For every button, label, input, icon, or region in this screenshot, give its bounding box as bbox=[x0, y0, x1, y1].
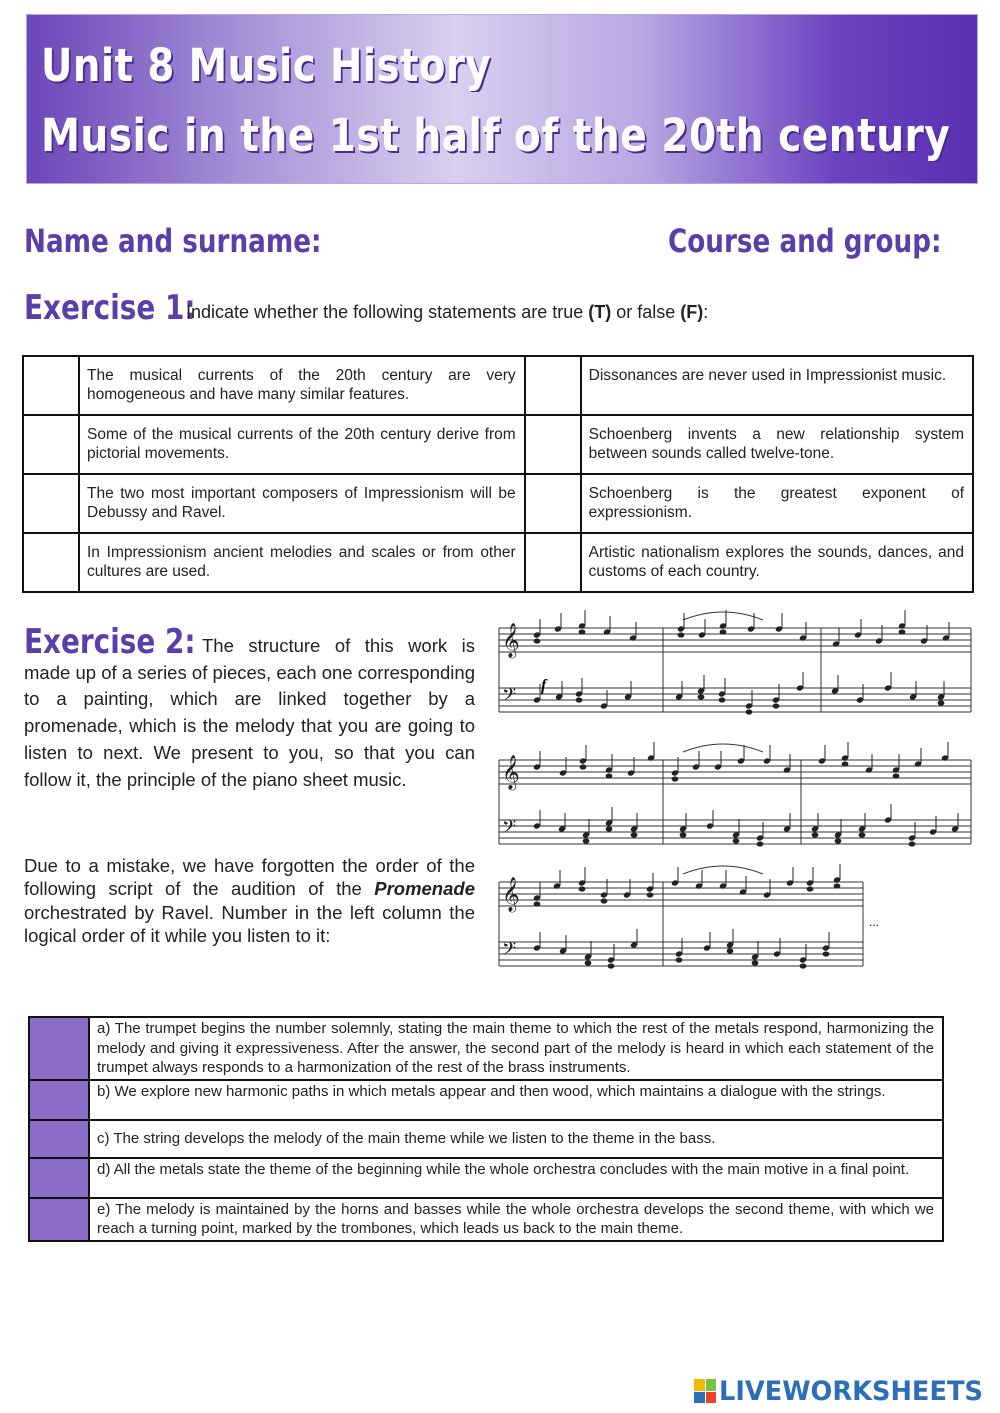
note-head-icon bbox=[909, 841, 916, 846]
liveworksheets-logo bbox=[694, 1376, 997, 1406]
order-row bbox=[29, 1080, 943, 1120]
order-number-input[interactable] bbox=[29, 1120, 89, 1158]
tf-statement: Schoenberg invents a new relationship system between sounds called twelve-tone. bbox=[581, 415, 973, 474]
note-head-icon bbox=[672, 776, 679, 781]
note-head-icon bbox=[608, 963, 615, 968]
tf-row bbox=[23, 415, 973, 474]
note-head-icon bbox=[579, 886, 586, 891]
note-head-icon bbox=[631, 832, 638, 837]
note-head-icon bbox=[893, 773, 900, 778]
instruction-text: Due to a mistake, we have forgotten the order of the following script of the audition of the bbox=[24, 855, 475, 900]
order-number-input[interactable] bbox=[29, 1198, 89, 1241]
sheet-music-image bbox=[493, 600, 975, 980]
tf-statement: In Impressionism ancient melodies and scales or from other cultures are used. bbox=[79, 533, 525, 592]
note-head-icon bbox=[580, 764, 587, 769]
note-head-icon bbox=[680, 832, 687, 837]
order-number-input[interactable] bbox=[29, 1158, 89, 1198]
tf-answer-input[interactable] bbox=[525, 474, 581, 533]
note-head-icon bbox=[579, 629, 586, 634]
tf-statement: Schoenberg is the greatest exponent of expressionism. bbox=[581, 474, 973, 533]
note-head-icon bbox=[606, 773, 613, 778]
tf-answer-input[interactable] bbox=[23, 356, 79, 415]
note-head-icon bbox=[752, 960, 759, 965]
tf-row bbox=[23, 356, 973, 415]
order-table bbox=[28, 1016, 944, 1242]
work-title: Promenade bbox=[374, 878, 475, 900]
bass-clef-icon: 𝄢 bbox=[502, 939, 517, 964]
unit-title: Unit 8 Music History bbox=[41, 39, 492, 92]
order-item: e) The melody is maintained by the horns and basses while the whole orchestra develops the second theme, with which we reach a turning point, marked by the trombones, which leads us back to the main theme. bbox=[89, 1198, 943, 1241]
note-head-icon bbox=[647, 892, 654, 897]
note-head-icon bbox=[719, 697, 726, 702]
exercise2-description: The structure of this work is made up of a series of pieces, each one corresponding to a painting, which are linked together by a promenade, which is the melody that you are going to listen to next. We present to you, so that you can follow it, the principle of the piano sheet music. bbox=[24, 635, 475, 790]
true-false-table bbox=[22, 355, 974, 593]
order-number-input[interactable] bbox=[29, 1080, 89, 1120]
course-group-label: Course and group: bbox=[668, 222, 942, 260]
instruction-text: orchestrated by Ravel. Number in the left column the logical order of it while you listen to it: bbox=[24, 901, 475, 947]
title-banner bbox=[26, 14, 978, 184]
note-head-icon bbox=[576, 697, 583, 702]
order-item: d) All the metals state the theme of the beginning while the whole orchestra concludes with the main motive in a final point. bbox=[89, 1158, 943, 1198]
note-head-icon bbox=[606, 826, 613, 831]
order-row bbox=[29, 1120, 943, 1158]
exercise1-title: Exercise 1: bbox=[24, 288, 196, 328]
note-head-icon bbox=[720, 629, 727, 634]
tf-answer-input[interactable] bbox=[23, 533, 79, 592]
order-row bbox=[29, 1198, 943, 1241]
exercise2-instruction bbox=[24, 854, 475, 948]
note-head-icon bbox=[823, 951, 830, 956]
note-head-icon bbox=[678, 632, 685, 637]
instruction-text: Indicate whether the following statements are true bbox=[186, 302, 589, 322]
note-head-icon bbox=[733, 838, 740, 843]
note-head-icon bbox=[583, 838, 590, 843]
note-head-icon bbox=[676, 957, 683, 962]
note-head-icon bbox=[773, 703, 780, 708]
tf-answer-input[interactable] bbox=[23, 474, 79, 533]
true-mark: (T) bbox=[588, 302, 612, 322]
note-head-icon bbox=[534, 901, 541, 906]
treble-clef-icon: 𝄞 bbox=[502, 877, 520, 912]
bass-clef-icon: 𝄢 bbox=[502, 685, 517, 710]
order-number-input[interactable] bbox=[29, 1017, 89, 1080]
order-item: c) The string develops the melody of the main theme while we listen to the theme in the bass. bbox=[89, 1120, 943, 1158]
exercise2-title: Exercise 2: bbox=[24, 622, 196, 662]
tf-answer-input[interactable] bbox=[525, 533, 581, 592]
instruction-text: : bbox=[703, 302, 709, 322]
note-head-icon bbox=[859, 832, 866, 837]
tf-statement: Dissonances are never used in Impressionist music. bbox=[581, 356, 973, 415]
note-head-icon bbox=[899, 629, 906, 634]
note-head-icon bbox=[601, 898, 608, 903]
order-item: a) The trumpet begins the number solemnly, stating the main theme to which the rest of the metals respond, harmonizing the melody and giving it expressiveness. After the answer, the second part of the melody is heard in which each statement of the trumpet always responds to a harmonization of the rest of the brass instruments. bbox=[89, 1017, 943, 1080]
treble-clef-icon: 𝄞 bbox=[502, 623, 520, 658]
false-mark: (F) bbox=[680, 302, 704, 322]
note-head-icon bbox=[938, 700, 945, 705]
unit-subtitle: Music in the 1st half of the 20th century bbox=[41, 109, 951, 162]
note-head-icon bbox=[698, 694, 705, 699]
note-head-icon bbox=[842, 761, 849, 766]
name-surname-label: Name and surname: bbox=[24, 222, 322, 260]
tf-answer-input[interactable] bbox=[23, 415, 79, 474]
note-head-icon bbox=[812, 832, 819, 837]
note-head-icon bbox=[800, 963, 807, 968]
note-head-icon bbox=[757, 841, 764, 846]
tf-statement: Artistic nationalism explores the sounds, dances, and customs of each country. bbox=[581, 533, 973, 592]
tf-statement: The two most important composers of Impressionism will be Debussy and Ravel. bbox=[79, 474, 525, 533]
tf-answer-input[interactable] bbox=[525, 356, 581, 415]
order-row bbox=[29, 1158, 943, 1198]
score-ellipsis: ... bbox=[869, 915, 880, 929]
tf-statement: The musical currents of the 20th century are very homogeneous and have many similar features. bbox=[79, 356, 525, 415]
note-head-icon bbox=[727, 948, 734, 953]
logo-mark-icon bbox=[694, 1379, 716, 1403]
tf-statement: Some of the musical currents of the 20th century derive from pictorial movements. bbox=[79, 415, 525, 474]
dynamic-mark: f bbox=[541, 677, 547, 694]
note-head-icon bbox=[835, 838, 842, 843]
bass-clef-icon: 𝄢 bbox=[502, 817, 517, 842]
tf-row bbox=[23, 533, 973, 592]
order-item: b) We explore new harmonic paths in which metals appear and then wood, which maintains a dialogue with the strings. bbox=[89, 1080, 943, 1120]
order-row bbox=[29, 1017, 943, 1080]
note-head-icon bbox=[834, 883, 841, 888]
note-head-icon bbox=[585, 960, 592, 965]
note-head-icon bbox=[807, 886, 814, 891]
treble-clef-icon: 𝄞 bbox=[502, 755, 520, 790]
logo-text: LIVEWORKSHEETS bbox=[719, 1375, 983, 1407]
note-head-icon bbox=[534, 638, 541, 643]
exercise1-instruction bbox=[186, 302, 708, 323]
note-head-icon bbox=[746, 709, 753, 714]
tf-row bbox=[23, 474, 973, 533]
tf-answer-input[interactable] bbox=[525, 415, 581, 474]
instruction-text: or false bbox=[611, 302, 681, 322]
